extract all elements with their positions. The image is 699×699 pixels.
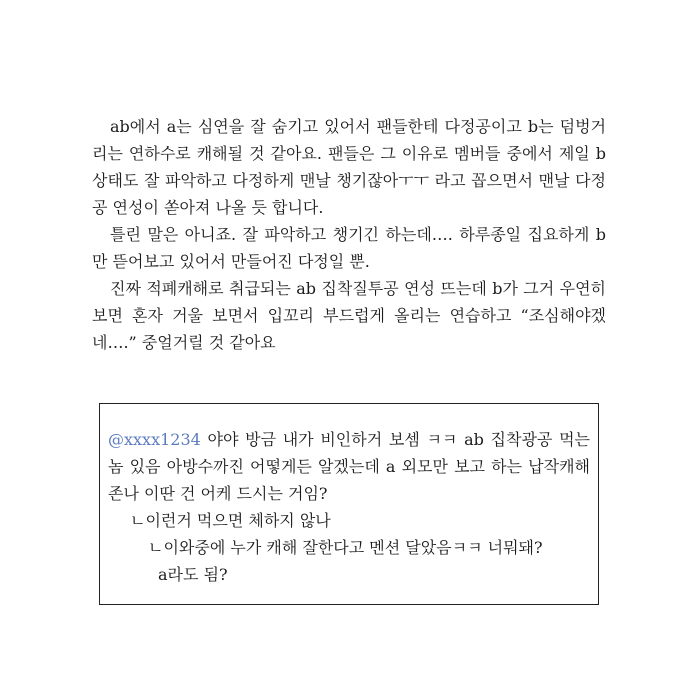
comment-text: 야야 방금 내가 비인하거 보셈 ㅋㅋ ab 집착광공 먹는 놈 있음 아방수까진 어떻게든 알겠는데 a 외모만 보고 하는 납작캐해 존나 이딴 건 어케 드시는 거임? [108,430,590,503]
comment-reply: ㄴ이와중에 누가 캐해 잘한다고 멘션 달았음ㅋㅋ 너뭐돼? [148,538,543,557]
article-paragraph: 진짜 적폐캐해로 취급되는 ab 집착질투공 연성 뜨는데 b가 그거 우연히 보면 혼자 거울 보면서 입꼬리 부드럽게 올리는 연습하고 “조심해야겠네….” 중얼거릴 것 같아요 [92,279,606,352]
comment-reply-continuation: a라도 됨? [158,565,228,584]
comment-thread [108,426,590,588]
comment-post [108,426,590,507]
article-body [92,113,606,356]
article-paragraph: ab에서 a는 심연을 잘 숨기고 있어서 팬들한테 다정공이고 b는 덤벙거리는 연하수로 캐해될 것 같아요. 팬들은 그 이유로 멤버들 중에서 제일 b 상태도 잘 파악하고 다정하게 맨날 챙기잖아ㅜㅜ 라고 꼽으면서 맨날 다정공 연성이 쏟아져 나올 듯 합니다. [92,117,606,217]
article-paragraph: 틀린 말은 아니죠. 잘 파악하고 챙기긴 하는데…. 하루종일 집요하게 b만 뜯어보고 있어서 만들어진 다정일 뿐. [92,225,606,271]
comment-user-handle: @xxxx1234 [108,430,201,449]
comment-box [99,403,599,605]
comment-reply: ㄴ이런거 먹으면 체하지 않나 [130,511,331,530]
